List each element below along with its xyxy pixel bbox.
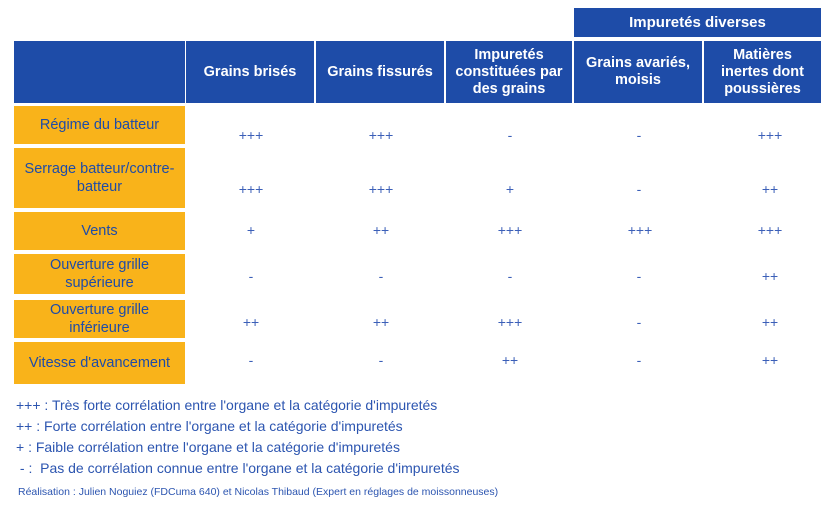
legend-line-pas-de-correlation: - : Pas de corrélation connue entre l'organe et la catégorie d'impuretés <box>16 460 460 476</box>
table-cell: +++ <box>757 222 783 238</box>
table-cell: ++ <box>761 181 779 197</box>
table-cell: ++ <box>761 268 779 284</box>
table-cell: ++ <box>372 222 390 238</box>
table-cell: - <box>636 268 642 284</box>
legend-line-faible: + : Faible corrélation entre l'organe et la catégorie d'impuretés <box>16 439 400 455</box>
table-cell: +++ <box>497 314 523 330</box>
table-cell: ++ <box>761 314 779 330</box>
table-cell: +++ <box>238 181 264 197</box>
group-header-impuretes-diverses: Impuretés diverses <box>574 8 821 37</box>
legend-line-forte: ++ : Forte corrélation entre l'organe et la catégorie d'impuretés <box>16 418 403 434</box>
table-cell: - <box>636 314 642 330</box>
table-cell: + <box>246 222 256 238</box>
row-label-regime-batteur: Régime du batteur <box>14 106 185 144</box>
column-header-impuretes-grains: Impuretés constituées par des grains <box>446 41 572 103</box>
table-cell: +++ <box>368 127 394 143</box>
row-label-vitesse-avancement: Vitesse d'avancement <box>14 342 185 384</box>
table-cell: - <box>378 268 384 284</box>
column-header-matieres-inertes: Matières inertes dont poussières <box>704 41 821 103</box>
column-header-grains-brises: Grains brisés <box>186 41 314 103</box>
table-cell: ++ <box>761 352 779 368</box>
table-cell: ++ <box>372 314 390 330</box>
table-cell: - <box>248 352 254 368</box>
table-cell: +++ <box>497 222 523 238</box>
credit-line: Réalisation : Julien Noguiez (FDCuma 640) et Nicolas Thibaud (Expert en réglages de moissonneuses) <box>18 486 499 498</box>
row-label-serrage-batteur: Serrage batteur/contre-batteur <box>14 148 185 208</box>
table-cell: - <box>507 268 513 284</box>
table-cell: - <box>636 352 642 368</box>
row-label-grille-inferieure: Ouverture grille inférieure <box>14 300 185 338</box>
column-header-grains-avaries: Grains avariés, moisis <box>574 41 702 103</box>
table-cell: - <box>248 268 254 284</box>
table-cell: +++ <box>757 127 783 143</box>
row-label-grille-superieure: Ouverture grille supérieure <box>14 254 185 294</box>
table-cell: - <box>636 181 642 197</box>
table-cell: +++ <box>627 222 653 238</box>
corner-header-cell <box>14 41 185 103</box>
table-cell: - <box>378 352 384 368</box>
table-cell: ++ <box>501 352 519 368</box>
table-cell: ++ <box>242 314 260 330</box>
legend-line-tres-forte: +++ : Très forte corrélation entre l'organe et la catégorie d'impuretés <box>16 397 438 413</box>
table-cell: +++ <box>368 181 394 197</box>
table-cell: - <box>507 127 513 143</box>
table-cell: + <box>505 181 515 197</box>
table-cell: +++ <box>238 127 264 143</box>
table-cell: - <box>636 127 642 143</box>
row-label-vents: Vents <box>14 212 185 250</box>
column-header-grains-fissures: Grains fissurés <box>316 41 444 103</box>
